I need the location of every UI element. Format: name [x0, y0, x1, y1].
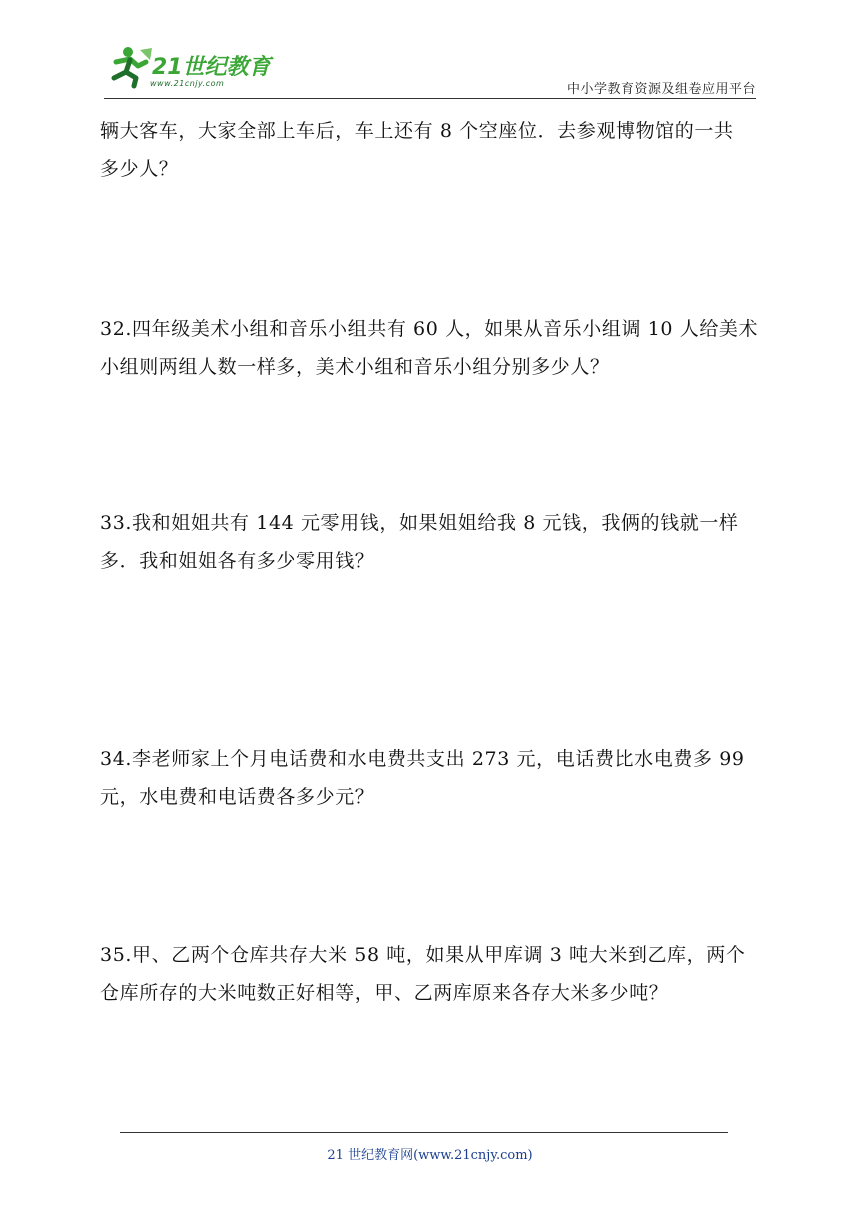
- footer-divider: [120, 1132, 728, 1133]
- runner-logo-icon: [100, 42, 280, 92]
- question-31-continued: [100, 112, 760, 188]
- question-line: 辆大客车，大家全部上车后，车上还有 8 个空座位．去参观博物馆的一共: [100, 120, 734, 142]
- question-line: 33.我和姐姐共有 144 元零用钱，如果姐姐给我 8 元钱，我俩的钱就一样: [100, 512, 739, 534]
- platform-title: 中小学教育资源及组卷应用平台: [566, 82, 756, 97]
- question-line: 小组则两组人数一样多，美术小组和音乐小组分别多少人？: [100, 356, 610, 378]
- question-33: [100, 504, 760, 580]
- page-header: [0, 0, 860, 100]
- question-line: 35.甲、乙两个仓库共存大米 58 吨，如果从甲库调 3 吨大米到乙库，两个: [100, 944, 746, 966]
- question-line: 32.四年级美术小组和音乐小组共有 60 人，如果从音乐小组调 10 人给美术: [100, 318, 759, 340]
- question-34: [100, 740, 760, 816]
- footer-link[interactable]: 21 世纪教育网(www.21cnjy.com): [327, 1148, 533, 1163]
- question-line: 34.李老师家上个月电话费和水电费共支出 273 元，电话费比水电费多 99: [100, 748, 745, 770]
- question-line: 多．我和姐姐各有多少零用钱？: [100, 550, 375, 572]
- question-line: 多少人？: [100, 158, 179, 180]
- question-line: 仓库所存的大米吨数正好相等，甲、乙两库原来各存大米多少吨？: [100, 982, 669, 1004]
- question-35: [100, 936, 760, 1012]
- question-32: [100, 310, 760, 386]
- question-line: 元，水电费和电话费各多少元？: [100, 786, 375, 808]
- header-divider: [104, 98, 756, 99]
- logo-wordmark: 21世纪教育: [152, 55, 271, 80]
- logo-url: www.21cnjy.com: [150, 79, 225, 88]
- site-logo[interactable]: [100, 42, 280, 92]
